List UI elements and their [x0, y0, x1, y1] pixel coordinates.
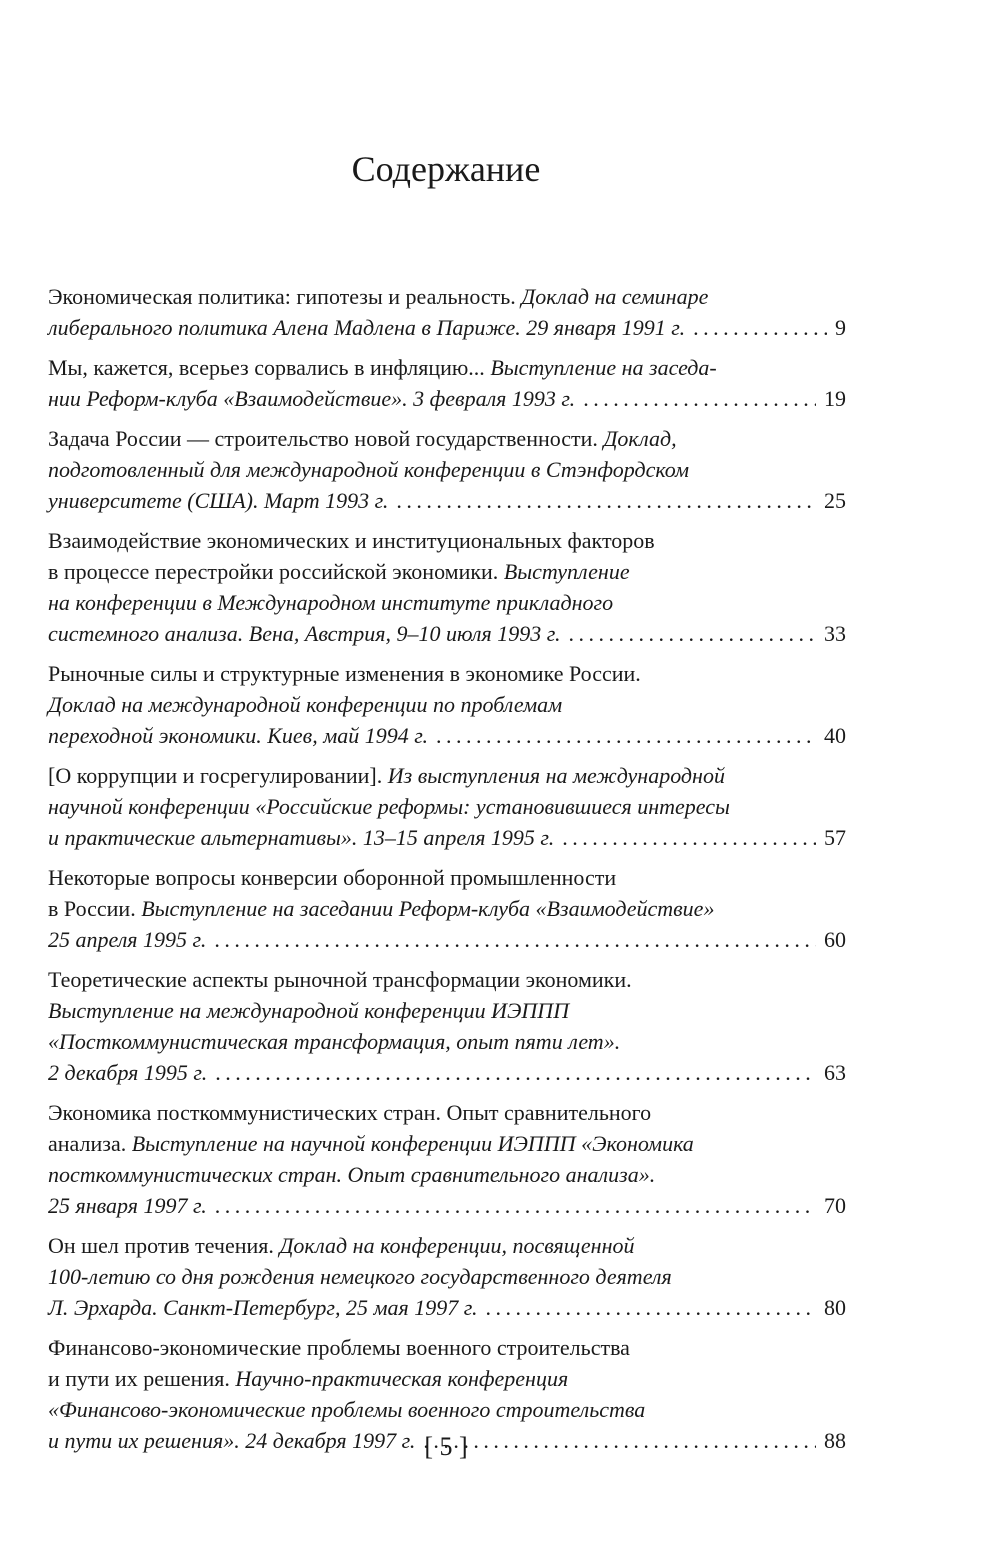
entry-page-number[interactable]: 33: [824, 621, 846, 646]
entry-page-number[interactable]: 19: [824, 386, 846, 411]
entry-title-text: Задача России — строительство новой государственности.: [48, 426, 604, 451]
entry-title-text: Рыночные силы и структурные изменения в экономике России.: [48, 661, 641, 686]
toc-entry[interactable]: [48, 760, 846, 853]
entry-title-text: анализа.: [48, 1131, 132, 1156]
entry-source-text: системного анализа. Вена, Австрия, 9–10 июля 1993 г.: [48, 621, 561, 646]
entry-source-text: нии Реформ-клуба «Взаимодействие». 3 февраля 1993 г.: [48, 386, 576, 411]
entry-page-number[interactable]: 80: [824, 1295, 846, 1320]
entry-title-text: Экономическая политика: гипотезы и реальность.: [48, 284, 522, 309]
toc-entry-line: [48, 454, 846, 485]
toc-entry[interactable]: [48, 964, 846, 1088]
toc-entry-line: [48, 587, 846, 618]
leader-dots: [215, 1190, 816, 1221]
toc-entry[interactable]: [48, 1230, 846, 1323]
toc-entry[interactable]: [48, 658, 846, 751]
entry-source-text: и практические альтернативы». 13–15 апреля 1995 г.: [48, 825, 555, 850]
page-number: [ 5 ]: [424, 1432, 468, 1461]
toc-entry[interactable]: [48, 525, 846, 649]
toc-entry-line: [48, 822, 846, 853]
toc-entry-line: [48, 658, 846, 689]
toc-entry-line: [48, 383, 846, 414]
entry-source-text: Доклад на конференции, посвященной: [279, 1233, 635, 1258]
toc-entry-line: [48, 281, 846, 312]
entry-page-number[interactable]: 40: [824, 723, 846, 748]
entry-title-text: в процессе перестройки российской экономики.: [48, 559, 504, 584]
page-title: Содержание: [351, 149, 541, 189]
toc-entry-line: [48, 1363, 846, 1394]
entry-source-text: 100-летию со дня рождения немецкого государственного деятеля: [48, 1264, 672, 1289]
entry-source-text: переходной экономики. Киев, май 1994 г.: [48, 723, 429, 748]
entry-source-text: Выступление на заседании Реформ-клуба «Взаимодействие»: [141, 896, 715, 921]
toc-entry-line: [48, 760, 846, 791]
entry-source-text: Научно-практическая конференция: [235, 1366, 569, 1391]
entry-title-text: Мы, кажется, всерьез сорвались в инфляцию...: [48, 355, 491, 380]
entry-source-text: 25 апреля 1995 г.: [48, 927, 207, 952]
toc-entry[interactable]: [48, 1097, 846, 1221]
leader-dots: [693, 312, 827, 343]
entry-source-text: Из выступления на международной: [387, 763, 725, 788]
entry-source-text: 25 января 1997 г.: [48, 1193, 207, 1218]
toc-entry[interactable]: [48, 281, 846, 343]
entry-page-number[interactable]: 60: [824, 927, 846, 952]
toc-entry-line: [48, 485, 846, 516]
toc-entry-line: [48, 1057, 846, 1088]
entry-source-text: посткоммунистических стран. Опыт сравнительного анализа».: [48, 1162, 656, 1187]
entry-source-text: Выступление на научной конференции ИЭППП «Экономика: [131, 1131, 694, 1156]
toc-entry-line: [48, 1159, 846, 1190]
toc-entry-line: [48, 1261, 846, 1292]
entry-source-text: научной конференции «Российские реформы: установившиеся интересы: [48, 794, 730, 819]
toc-entry-line: [48, 1230, 846, 1261]
toc-entry-line: [48, 791, 846, 822]
toc-entry-line: [48, 525, 846, 556]
leader-dots: [569, 618, 816, 649]
toc-entry-line: [48, 618, 846, 649]
toc-entry-line: [48, 924, 846, 955]
entry-source-text: Выступление на международной конференции ИЭППП: [48, 998, 570, 1023]
entry-source-text: Доклад,: [603, 426, 677, 451]
toc-entry-line: [48, 862, 846, 893]
toc-entry[interactable]: [48, 423, 846, 516]
entry-title-text: в России.: [48, 896, 142, 921]
entry-source-text: подготовленный для международной конференции в Стэнфордском: [48, 457, 689, 482]
entry-source-text: либерального политика Алена Мадлена в Париже. 29 января 1991 г.: [48, 315, 686, 340]
leader-dots: [214, 924, 816, 955]
entry-title-text: и пути их решения.: [48, 1366, 236, 1391]
entry-source-text: «Посткоммунистическая трансформация, опыт пяти лет».: [48, 1029, 621, 1054]
entry-source-text: и пути их решения». 24 декабря 1997 г.: [48, 1428, 416, 1453]
toc-entry-line: [48, 720, 846, 751]
entry-source-text: Л. Эрхарда. Санкт-Петербург, 25 мая 1997 г.: [48, 1295, 478, 1320]
entry-source-text: университете (США). Март 1993 г.: [48, 488, 389, 513]
entry-source-text: Доклад на семинаре: [521, 284, 709, 309]
toc-entry-line: [48, 1128, 846, 1159]
entry-source-text: Выступление: [503, 559, 630, 584]
toc-entry-line: [48, 1026, 846, 1057]
entry-source-text: Выступление на заседа-: [490, 355, 717, 380]
entry-title-text: Взаимодействие экономических и институциональных факторов: [48, 528, 655, 553]
toc-entry-line: [48, 893, 846, 924]
toc-entry-line: [48, 964, 846, 995]
entry-title-text: Финансово-экономические проблемы военного строительства: [48, 1335, 630, 1360]
toc-entry-line: [48, 1394, 846, 1425]
toc-entry-line: [48, 1190, 846, 1221]
entry-source-text: 2 декабря 1995 г.: [48, 1060, 208, 1085]
toc-entry-line: [48, 423, 846, 454]
leader-dots: [486, 1292, 816, 1323]
toc-entry-line: [48, 1332, 846, 1363]
toc-entry-line: [48, 1097, 846, 1128]
leader-dots: [436, 720, 816, 751]
entry-page-number[interactable]: 63: [824, 1060, 846, 1085]
entry-page-number[interactable]: 57: [824, 825, 846, 850]
entry-title-text: Теоретические аспекты рыночной трансформации экономики.: [48, 967, 632, 992]
entry-page-number[interactable]: 88: [824, 1428, 846, 1453]
toc-entry[interactable]: [48, 352, 846, 414]
toc-entry[interactable]: [48, 862, 846, 955]
entry-page-number[interactable]: 70: [824, 1193, 846, 1218]
entry-page-number[interactable]: 25: [824, 488, 846, 513]
leader-dots: [583, 383, 816, 414]
entry-page-number[interactable]: 9: [835, 315, 846, 340]
leader-dots: [215, 1057, 816, 1088]
entry-title-text: Он шел против течения.: [48, 1233, 280, 1258]
toc-entry-line: [48, 352, 846, 383]
leader-dots: [396, 485, 816, 516]
entry-title-text: Некоторые вопросы конверсии оборонной промышленности: [48, 865, 617, 890]
toc-entry-line: [48, 689, 846, 720]
toc-entry-line: [48, 556, 846, 587]
entry-source-text: Доклад на международной конференции по проблемам: [48, 692, 563, 717]
toc-entry-line: [48, 312, 846, 343]
leader-dots: [562, 822, 816, 853]
entry-title-text: [О коррупции и госрегулировании].: [48, 763, 388, 788]
table-of-contents: [48, 281, 846, 1465]
entry-source-text: на конференции в Международном институте прикладного: [48, 590, 614, 615]
entry-source-text: «Финансово-экономические проблемы военного строительства: [48, 1397, 646, 1422]
entry-title-text: Экономика посткоммунистических стран. Опыт сравнительного: [48, 1100, 652, 1125]
toc-entry-line: [48, 995, 846, 1026]
toc-entry-line: [48, 1292, 846, 1323]
